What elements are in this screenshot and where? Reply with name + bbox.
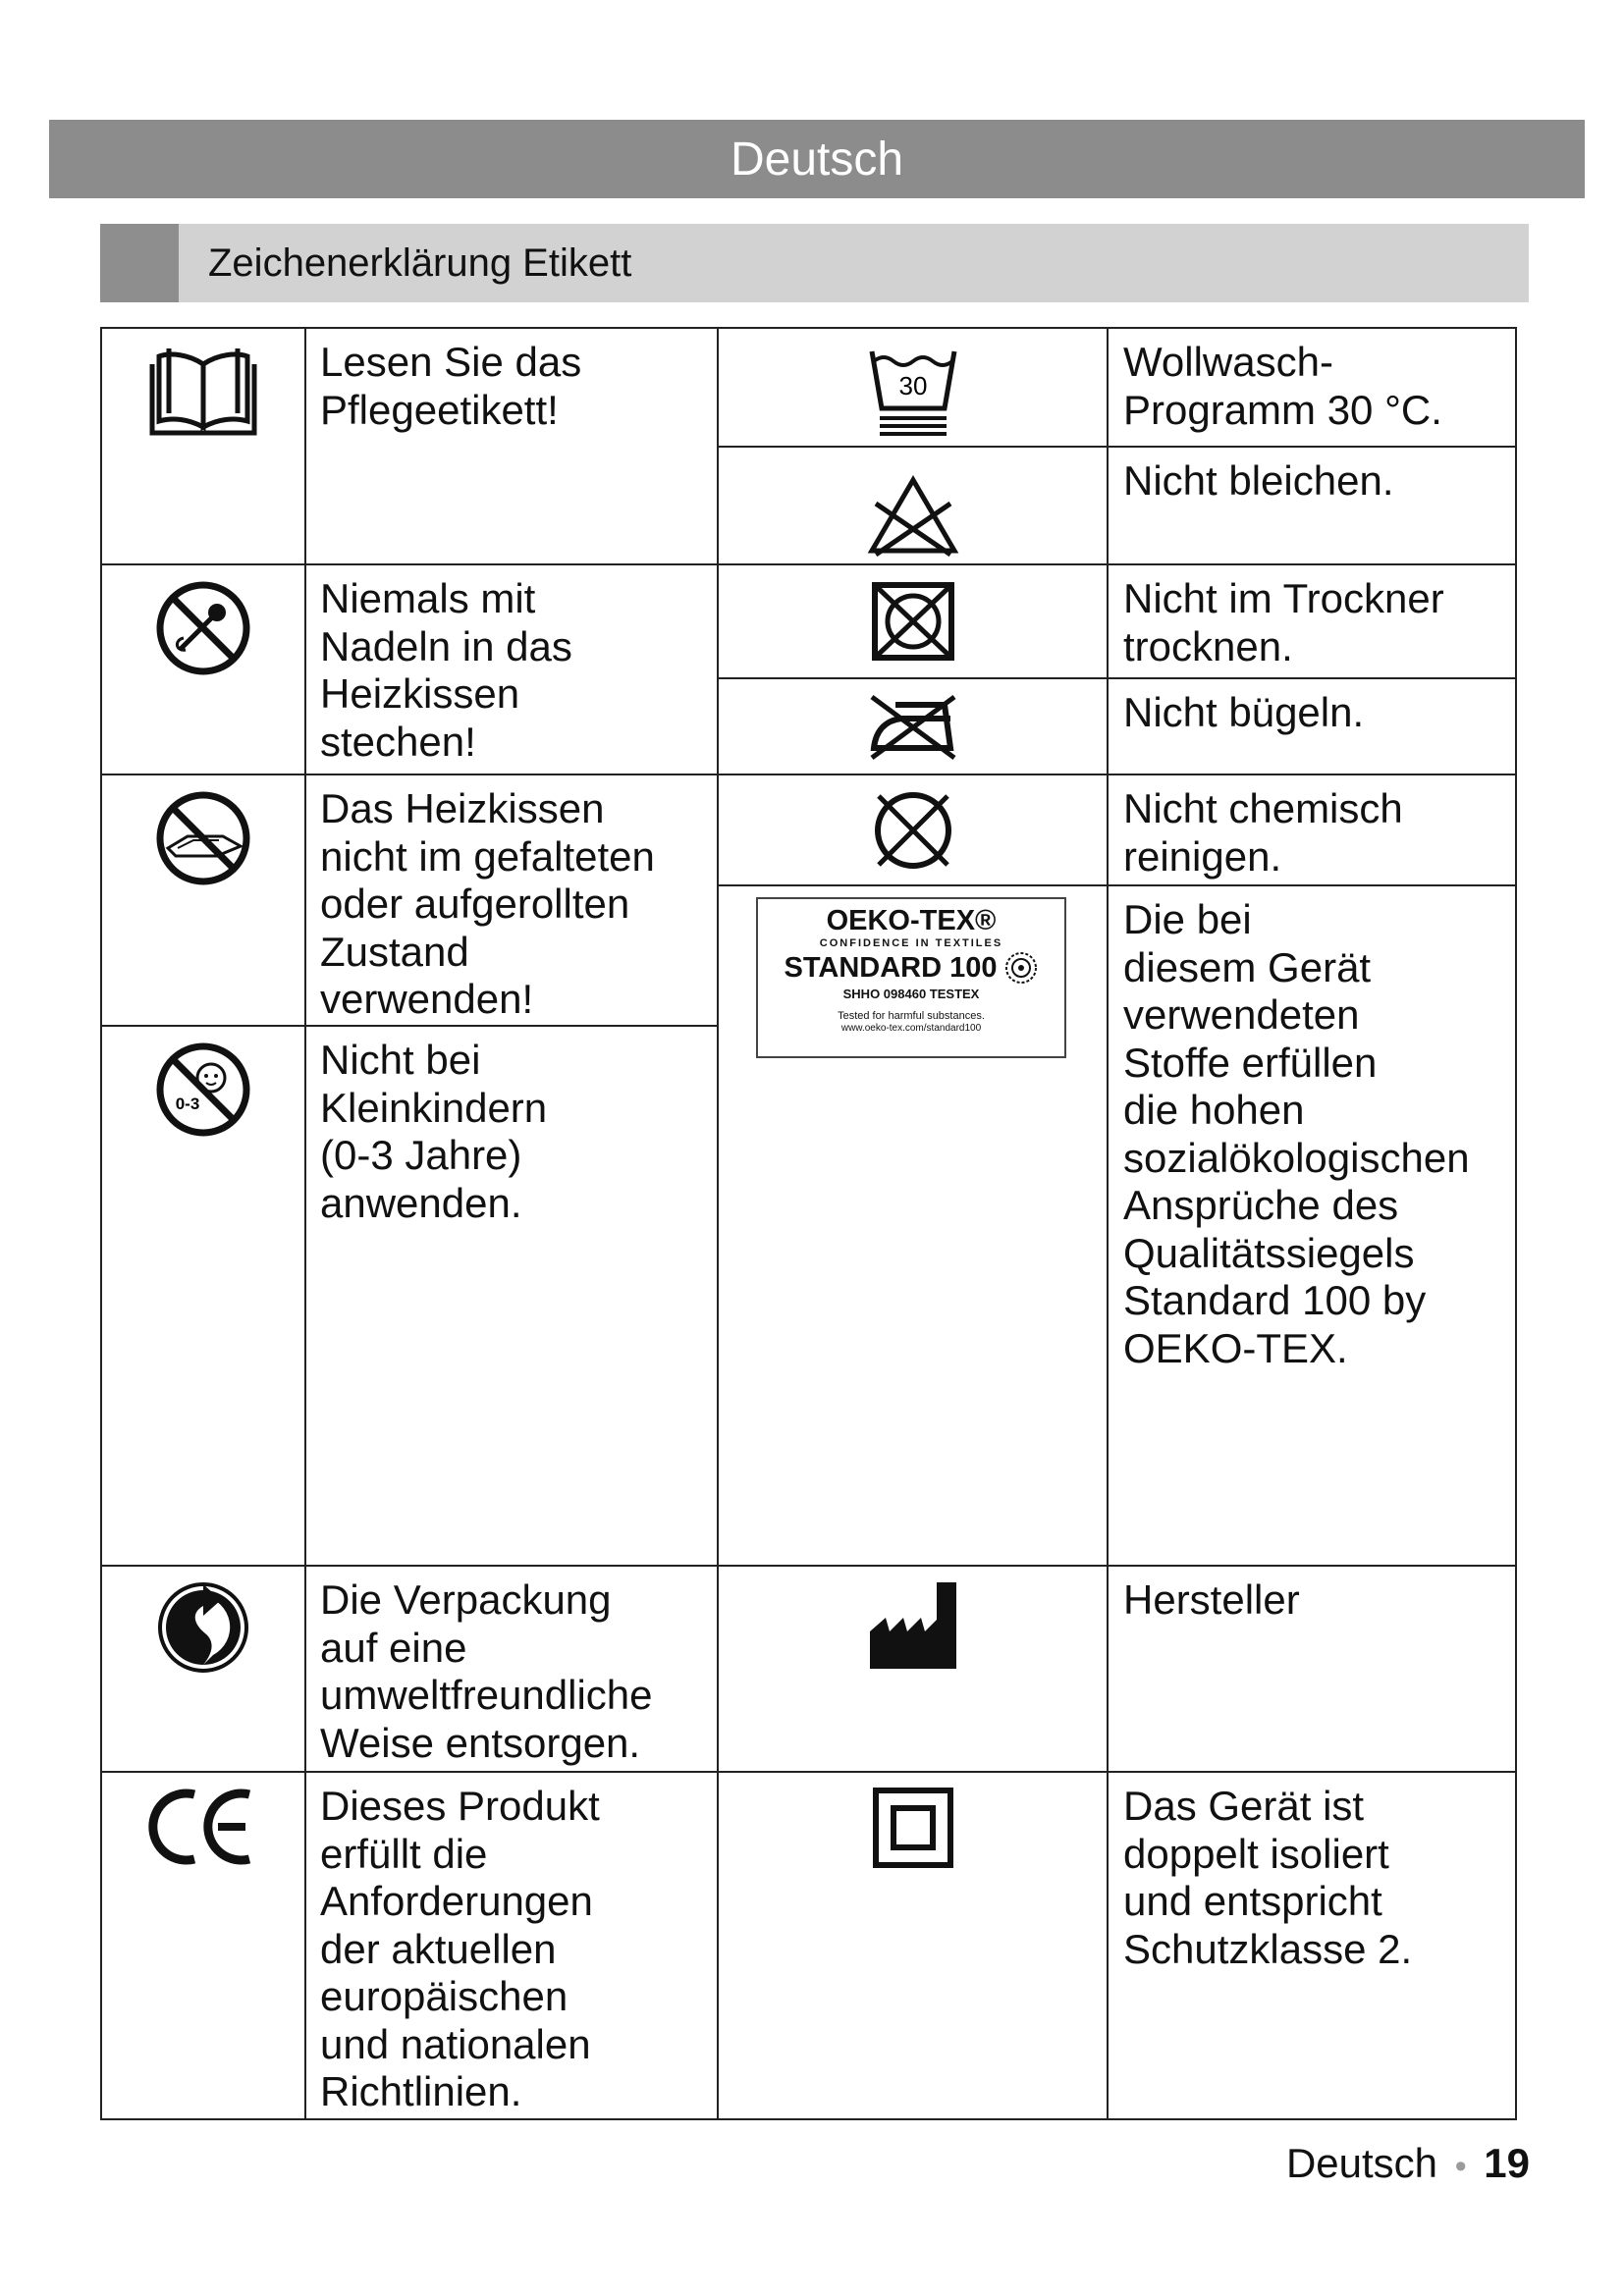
no-bleach-icon-cell <box>719 448 1107 563</box>
no-iron-icon-cell <box>719 679 1107 774</box>
no-dry-clean-icon <box>869 788 957 873</box>
ce-text: Dieses Produkt erfüllt die Anforderungen der aktuellen europäischen und nationalen Richtlinien. <box>320 1783 600 2114</box>
needles-icon-cell <box>102 565 304 774</box>
no-needles-icon <box>154 579 252 677</box>
wool-wash-icon-cell <box>719 329 1107 446</box>
no-folding-icon <box>154 789 252 887</box>
folded-text: Das Heizkissen nicht im gefalteten oder aufgerollten Zustand verwenden! <box>320 785 655 1022</box>
folded-icon-cell <box>102 775 304 1025</box>
page-footer <box>1286 2140 1530 2187</box>
oekotex-tested: Tested for harmful substances. <box>838 1010 985 1022</box>
symbol-table <box>100 327 1517 2120</box>
wool-wash-text: Wollwasch- Programm 30 °C. <box>1123 339 1442 433</box>
oekotex-seal-icon <box>1003 950 1039 986</box>
wash-30-icon <box>866 340 960 436</box>
book-icon <box>149 343 257 437</box>
oekotex-code: SHHO 098460 TESTEX <box>842 987 980 1001</box>
oekotex-label <box>756 897 1066 1058</box>
section-header <box>100 224 1529 302</box>
ce-mark-icon <box>147 1787 259 1867</box>
factory-icon <box>868 1580 958 1671</box>
age-label: 0-3 <box>175 1095 200 1113</box>
double-insulation-icon <box>872 1787 954 1869</box>
footer-language: Deutsch <box>1285 2140 1438 2186</box>
needles-text: Niemals mit Nadeln in das Heizkissen stechen! <box>320 575 572 765</box>
green-dot-icon <box>156 1580 250 1675</box>
no-dryer-icon-cell <box>719 565 1107 677</box>
footer-separator: • <box>1454 2148 1467 2185</box>
children-icon-cell <box>102 1027 304 1565</box>
no-bleach-text: Nicht bleichen. <box>1123 457 1394 504</box>
oekotex-text: Die bei diesem Gerät verwendeten Stoffe erfüllen die hohen sozialökologischen Ansprüche des Qualitätssiegels Standard 100 by OEKO-TEX. <box>1123 896 1470 1371</box>
section-title: Zeichenerklärung Etikett <box>208 240 632 285</box>
oekotex-url: www.oeko-tex.com/standard100 <box>840 1023 982 1034</box>
double-insulated-icon-cell <box>719 1773 1107 2118</box>
no-children-icon <box>154 1041 252 1139</box>
double-insulated-text: Das Gerät ist doppelt isoliert und entspricht Schutzklasse 2. <box>1123 1783 1413 1972</box>
ce-icon-cell <box>102 1773 304 2118</box>
no-bleach-icon <box>866 474 960 557</box>
language-header: Deutsch <box>49 120 1585 198</box>
section-header-tab <box>100 224 179 302</box>
oekotex-standard: STANDARD 100 <box>784 952 998 984</box>
packaging-text: Die Verpackung auf eine umweltfreundliche Weise entsorgen. <box>320 1576 653 1766</box>
no-iron-icon <box>866 691 960 762</box>
no-dry-clean-icon-cell <box>719 775 1107 884</box>
manufacturer-icon-cell <box>719 1567 1107 1771</box>
wash-temperature: 30 <box>898 370 927 400</box>
no-dry-clean-text: Nicht chemisch reinigen. <box>1123 785 1403 880</box>
manufacturer-text: Hersteller <box>1123 1576 1300 1623</box>
page-number: 19 <box>1484 2140 1530 2186</box>
no-dryer-text: Nicht im Trockner trocknen. <box>1123 575 1444 669</box>
manual-icon-cell <box>102 329 304 563</box>
no-tumble-dry-icon <box>869 581 957 662</box>
oekotex-tagline: CONFIDENCE IN TEXTILES <box>819 937 1003 949</box>
children-text: Nicht bei Kleinkindern (0-3 Jahre) anwenden. <box>320 1037 548 1226</box>
oekotex-brand: OEKO-TEX® <box>826 905 997 936</box>
manual-text: Lesen Sie das Pflegeetikett! <box>320 339 582 433</box>
no-iron-text: Nicht bügeln. <box>1123 689 1365 735</box>
packaging-icon-cell <box>102 1567 304 1771</box>
